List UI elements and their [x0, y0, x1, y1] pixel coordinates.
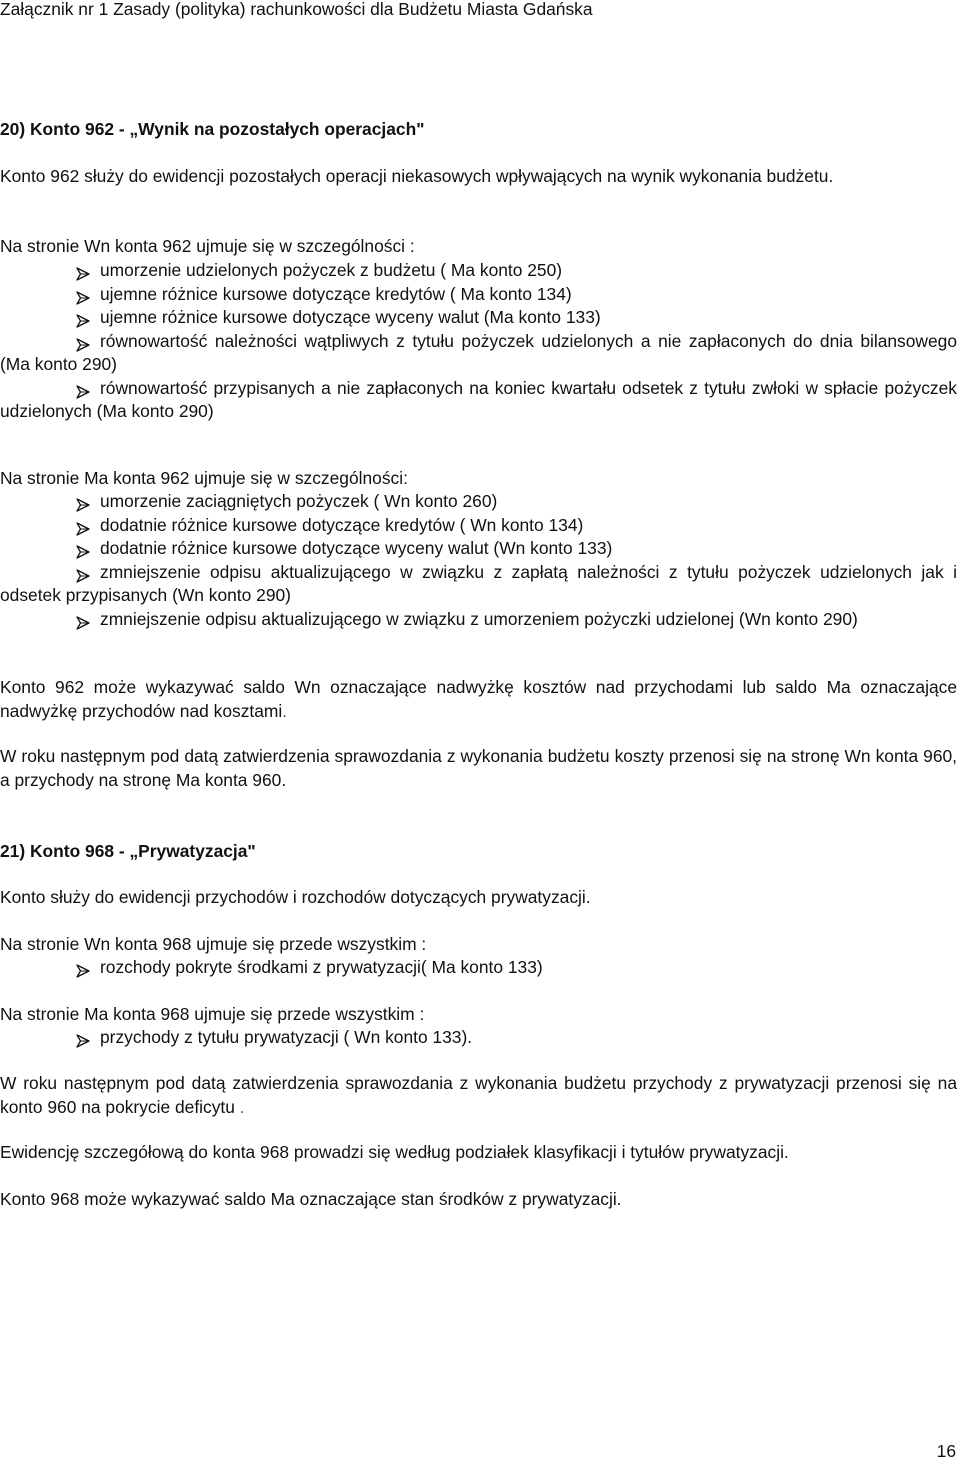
arrowhead-bullet-icon: [76, 519, 90, 533]
list-item: ujemne różnice kursowe dotyczące wyceny walut (Ma konto 133): [0, 306, 957, 330]
arrowhead-bullet-icon: [76, 1031, 90, 1045]
list-item: umorzenie udzielonych pożyczek z budżetu ( Ma konto 250): [0, 259, 957, 283]
list-item: zmniejszenie odpisu aktualizującego w związku z umorzeniem pożyczki udzielonej (Wn konto 290): [0, 608, 957, 632]
list-item: ujemne różnice kursowe dotyczące kredytów ( Ma konto 134): [0, 283, 957, 307]
list-item: zmniejszenie odpisu aktualizującego w związku z zapłatą należności z tytułu pożyczek udzielonych jak i odsetek przypisanych (Wn konto 290): [0, 561, 957, 605]
section-20-ma-list: [0, 490, 957, 631]
accent-dot: .: [234, 1096, 245, 1117]
arrowhead-bullet-icon: [76, 264, 90, 278]
arrowhead-bullet-icon: [76, 566, 90, 580]
page-number: 16: [936, 1441, 956, 1461]
section-21-heading: 21) Konto 968 - „Prywatyzacja": [0, 841, 256, 861]
section-21-next-year: W roku następnym pod datą zatwierdzenia sprawozdania z wykonania budżetu przychody z prywatyzacji przenosi się na konto 960 na pokrycie deficytu .: [0, 1073, 957, 1117]
section-20-heading: 20) Konto 962 - „Wynik na pozostałych operacjach": [0, 119, 425, 139]
arrowhead-bullet-icon: [76, 382, 90, 396]
accent-dot: .: [282, 700, 288, 721]
section-21-saldo: Konto 968 może wykazywać saldo Ma oznaczające stan środków z prywatyzacji.: [0, 1189, 622, 1209]
section-20-wn-list: [0, 259, 957, 424]
section-20-saldo: Konto 962 może wykazywać saldo Wn oznaczające nadwyżkę kosztów nad przychodami lub saldo Ma oznaczające nadwyżkę przychodów nad kosztami.: [0, 677, 957, 721]
arrowhead-bullet-icon: [76, 613, 90, 627]
page-header: Załącznik nr 1 Zasady (polityka) rachunkowości dla Budżetu Miasta Gdańska: [0, 0, 593, 19]
section-20-wn-lead: Na stronie Wn konta 962 ujmuje się w szczególności :: [0, 236, 415, 256]
arrowhead-bullet-icon: [76, 495, 90, 509]
list-item: umorzenie zaciągniętych pożyczek ( Wn konto 260): [0, 490, 957, 514]
arrowhead-bullet-icon: [76, 542, 90, 556]
arrowhead-bullet-icon: [76, 961, 90, 975]
section-20-ma-lead: Na stronie Ma konta 962 ujmuje się w szczególności:: [0, 468, 408, 488]
section-21-ma-list: [0, 1026, 957, 1050]
list-item: równowartość należności wątpliwych z tytułu pożyczek udzielonych a nie zapłaconych do dnia bilansowego (Ma konto 290): [0, 330, 957, 374]
section-21-ma-lead: Na stronie Ma konta 968 ujmuje się przede wszystkim :: [0, 1004, 425, 1024]
section-21-intro: Konto służy do ewidencji przychodów i rozchodów dotyczących prywatyzacji.: [0, 887, 591, 907]
list-item: dodatnie różnice kursowe dotyczące kredytów ( Wn konto 134): [0, 514, 957, 538]
arrowhead-bullet-icon: [76, 311, 90, 325]
list-item: przychody z tytułu prywatyzacji ( Wn konto 133).: [0, 1026, 957, 1050]
section-20-intro: Konto 962 służy do ewidencji pozostałych operacji niekasowych wpływających na wynik wykonania budżetu.: [0, 166, 834, 186]
section-21-ewidencja: Ewidencję szczegółową do konta 968 prowadzi się według podziałek klasyfikacji i tytułów prywatyzacji.: [0, 1142, 789, 1162]
list-item: dodatnie różnice kursowe dotyczące wyceny walut (Wn konto 133): [0, 537, 957, 561]
arrowhead-bullet-icon: [76, 288, 90, 302]
arrowhead-bullet-icon: [76, 335, 90, 349]
section-20-next-year: W roku następnym pod datą zatwierdzenia sprawozdania z wykonania budżetu koszty przenosi się na stronę Wn konta 960, a przychody na stronę Ma konta 960.: [0, 746, 957, 790]
list-item: równowartość przypisanych a nie zapłaconych na koniec kwartału odsetek z tytułu zwłoki w spłacie pożyczek udzielonych (Ma konto 290): [0, 377, 957, 421]
section-21-wn-list: [0, 956, 957, 980]
list-item: rozchody pokryte środkami z prywatyzacji( Ma konto 133): [0, 956, 957, 980]
section-21-wn-lead: Na stronie Wn konta 968 ujmuje się przede wszystkim :: [0, 934, 427, 954]
